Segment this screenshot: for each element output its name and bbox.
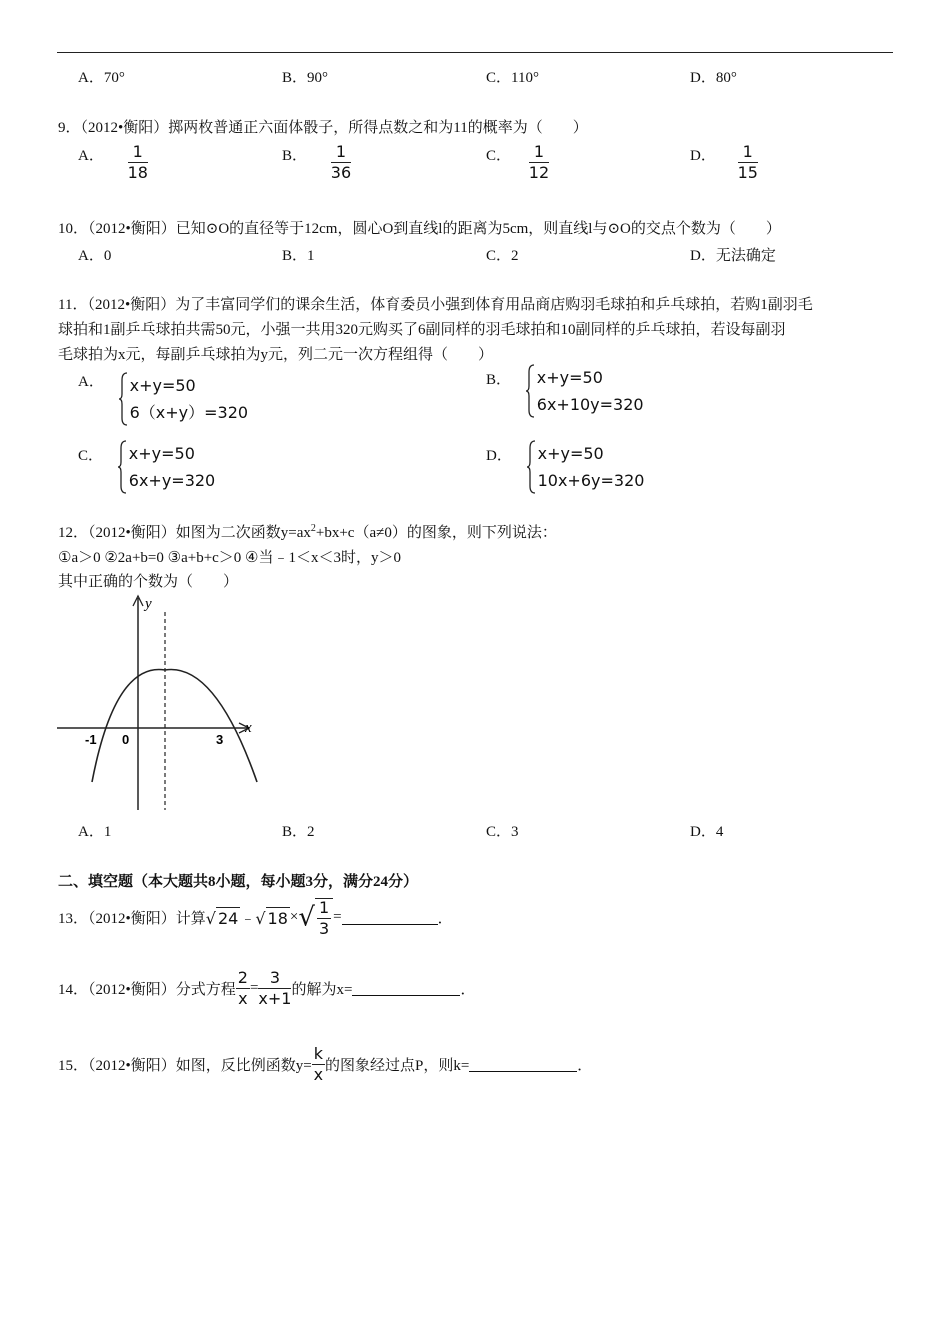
q10-option-b: B．1	[282, 248, 315, 264]
q9-option-c: C． $\frac{1}{12}$	[486, 142, 550, 182]
q13-sqrt-24: √ 24	[205, 909, 239, 928]
q11-option-b: B． x+y=50 6x+10y=320	[486, 368, 644, 418]
q14-fraction-right: $\frac{3}{x+1}$	[258, 968, 292, 1008]
q11-stem-line-3: 毛球拍为x元，每副乒乓球拍为y元，列二元一次方程组得（ ）	[58, 347, 494, 363]
q9-option-d: D． $\frac{1}{15}$	[690, 142, 758, 182]
q8-option-b: B．90°	[282, 70, 329, 86]
q11-option-d: D． x+y=50 10x+6y=320	[486, 444, 644, 494]
q10-option-c: C．2	[486, 248, 519, 264]
tick-label-minus-one: -1	[85, 732, 97, 747]
q13-sqrt-18: √ 18	[255, 909, 288, 928]
q12-option-b: B．2	[282, 824, 315, 840]
q12-option-d: D．4	[690, 824, 724, 840]
brace-icon	[118, 372, 128, 426]
q11-option-c: C． x+y=50 6x+y=320	[78, 444, 215, 494]
q14-answer-blank[interactable]	[352, 981, 460, 996]
q12-option-a: A．1	[78, 824, 112, 840]
q12-statements: ①a＞0 ②2a+b=0 ③a+b+c＞0 ④当﹣1＜x＜3时，y＞0	[58, 550, 402, 566]
q11-system-d: x+y=50 10x+6y=320	[526, 440, 645, 494]
q10-stem: 10．（2012•衡阳）已知⊙O的直径等于12cm，圆心O到直线l的距离为5cm，则直线l与⊙O的交点个数为（ ）	[58, 221, 781, 237]
q9-option-b: B． $\frac{1}{36}$	[282, 142, 352, 182]
q15-fraction: $\frac{k}{x}$	[313, 1044, 324, 1084]
q11-option-a: A． x+y=50 6（x+y）=320	[78, 370, 248, 426]
q9-option-a: A． $\frac{1}{18}$	[78, 142, 148, 182]
q11-system-a: x+y=50 6（x+y）=320	[118, 372, 248, 426]
brace-icon	[117, 440, 127, 494]
q13: 13．（2012•衡阳）计算√ 24 ﹣√ 18 ×√ $\frac{1}{3}$ = ．	[58, 898, 453, 938]
q14-fraction-left: $\frac{2}{x}$	[237, 968, 248, 1008]
q14: 14．（2012•衡阳）分式方程 $\frac{2}{x}$ = $\frac{3}{x+1}$ 的解为x= ．	[58, 968, 476, 1008]
q15: 15．（2012•衡阳）如图，反比例函数y= $\frac{k}{x}$ 的图象经过点P，则k= ．	[58, 1044, 593, 1084]
q9-fraction-a: $\frac{1}{18}$	[127, 142, 148, 182]
q8-option-d: D．80°	[690, 70, 737, 86]
q9-fraction-b: $\frac{1}{36}$	[330, 142, 352, 182]
brace-icon	[526, 440, 536, 494]
q12-option-c: C．3	[486, 824, 519, 840]
brace-icon	[525, 364, 535, 418]
q10-option-a: A．0	[78, 248, 112, 264]
q8-option-c: C．110°	[486, 70, 539, 86]
q11-stem-line-1: 11．（2012•衡阳）为了丰富同学们的课余生活，体育委员小强到体育用品商店购羽毛球拍和乒乓球拍，若购1副羽毛	[58, 297, 813, 313]
tick-label-three: 3	[216, 732, 224, 747]
q9-fraction-c: $\frac{1}{12}$	[528, 142, 550, 182]
q13-fraction: $\frac{1}{3}$	[318, 898, 330, 938]
parabola-curve	[92, 670, 257, 783]
q15-answer-blank[interactable]	[469, 1057, 577, 1072]
section-2-title: 二、填空题（本大题共8小题，每小题3分，满分24分）	[58, 874, 419, 890]
q13-sqrt-frac: √ $\frac{1}{3}$	[298, 898, 333, 937]
q8-option-a: A．70°	[78, 70, 125, 86]
q12-stem: 12．（2012•衡阳）如图为二次函数$y=ax^2+bx+c(a\ne 0)$的图象，则下列说法：	[58, 523, 557, 541]
y-axis-label: y	[145, 596, 152, 612]
parabola-graph	[55, 592, 265, 812]
q13-answer-blank[interactable]	[342, 910, 438, 925]
q10-option-d: D．无法确定	[690, 248, 776, 264]
q11-system-c: x+y=50 6x+y=320	[117, 440, 215, 494]
q9-fraction-d: $\frac{1}{15}$	[737, 142, 758, 182]
top-rule	[57, 52, 893, 53]
q11-stem-line-2: 球拍和1副乒乓球拍共需50元，小强一共用320元购买了6副同样的羽毛球拍和10副同样的乒乓球拍，若设每副羽	[58, 322, 786, 338]
x-axis-label: x	[245, 720, 252, 736]
q9-stem: 9．（2012•衡阳）掷两枚普通正六面体骰子，所得点数之和为11的概率为（ ）	[58, 120, 588, 136]
origin-label: 0	[122, 732, 130, 747]
q11-system-b: x+y=50 6x+10y=320	[525, 364, 644, 418]
q12-question: 其中正确的个数为（ ）	[58, 574, 239, 590]
